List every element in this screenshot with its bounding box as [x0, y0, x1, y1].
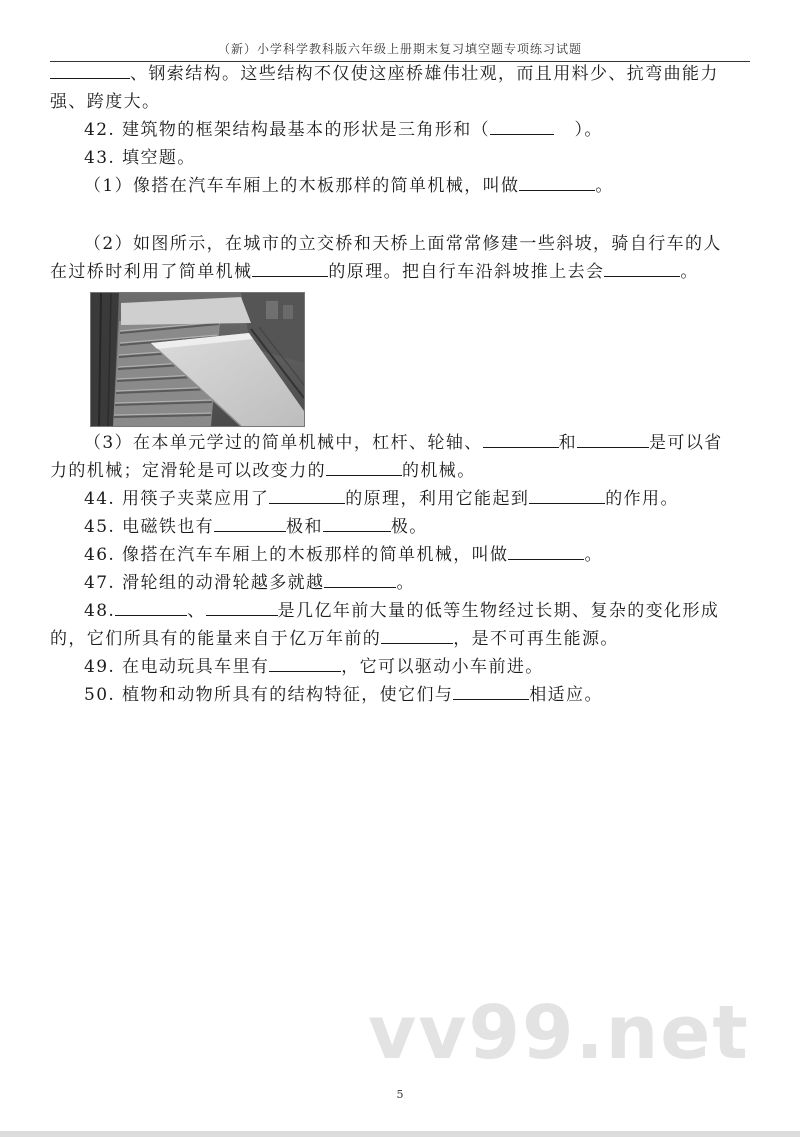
answer-blank[interactable] [519, 173, 595, 191]
question-43-2-line-2: 在过桥时利用了简单机械 的原理。把自行车沿斜坡推上去会 。 [50, 258, 750, 286]
page-number: 5 [396, 1088, 404, 1101]
answer-blank[interactable] [508, 542, 584, 560]
question-43: 43. 填空题。 [84, 148, 196, 168]
watermark: vv99.net [368, 990, 750, 1076]
q41-continued-line-1: 、钢索结构。这些结构不仅使这座桥雄伟壮观，而且用料少、抗弯曲能力 [50, 60, 750, 88]
answer-blank[interactable] [269, 654, 341, 672]
question-43-2-line-1: （2）如图所示，在城市的立交桥和天桥上面常常修建一些斜坡，骑自行车的人 [84, 234, 722, 254]
answer-blank[interactable] [206, 598, 278, 616]
question-48-line-2: 的，它们所具有的能量来自于亿万年前的 ，是不可再生能源。 [50, 625, 750, 653]
answer-blank[interactable] [529, 486, 605, 504]
page-header: （新）小学科学教科版六年级上册期末复习填空题专项练习试题 [50, 40, 750, 62]
q41-continued-line-2: 强、跨度大。 [50, 92, 161, 112]
question-47: 47. 滑轮组的动滑轮越多就越 。 [50, 569, 750, 597]
answer-blank[interactable] [604, 259, 680, 277]
question-46: 46. 像搭在汽车车厢上的木板那样的简单机械，叫做 。 [50, 541, 750, 569]
answer-blank[interactable] [490, 117, 554, 135]
answer-blank[interactable] [381, 626, 453, 644]
answer-blank[interactable] [453, 682, 529, 700]
question-43-3-line-2: 力的机械；定滑轮是可以改变力的 的机械。 [50, 457, 750, 485]
question-45: 45. 电磁铁也有 极和 极。 [50, 513, 750, 541]
answer-blank[interactable] [115, 598, 187, 616]
answer-blank[interactable] [577, 430, 649, 448]
answer-blank[interactable] [324, 570, 396, 588]
answer-blank[interactable] [214, 514, 286, 532]
question-50: 50. 植物和动物所具有的结构特征，使它们与 相适应。 [50, 681, 750, 709]
question-44: 44. 用筷子夹菜应用了 的原理，利用它能起到 的作用。 [50, 485, 750, 513]
question-42: 42. 建筑物的框架结构最基本的形状是三角形和（ ）。 [50, 116, 750, 144]
question-43-1: （1）像搭在汽车车厢上的木板那样的简单机械，叫做 。 [50, 172, 750, 200]
answer-blank[interactable] [252, 259, 328, 277]
answer-blank[interactable] [326, 458, 402, 476]
answer-blank[interactable] [483, 430, 559, 448]
question-49: 49. 在电动玩具车里有 ，它可以驱动小车前进。 [50, 653, 750, 681]
question-43-3-line-1: （3）在本单元学过的简单机械中，杠杆、轮轴、 和 是可以省 [50, 429, 750, 457]
question-48-line-1: 48. 、 是几亿年前大量的低等生物经过长期、复杂的变化形成 [50, 597, 750, 625]
page-bottom-edge [0, 1131, 800, 1137]
answer-blank[interactable] [269, 486, 345, 504]
content-body [50, 60, 750, 709]
answer-blank[interactable] [50, 61, 130, 79]
ramp-stairs-photo [90, 292, 305, 427]
answer-blank[interactable] [323, 514, 391, 532]
